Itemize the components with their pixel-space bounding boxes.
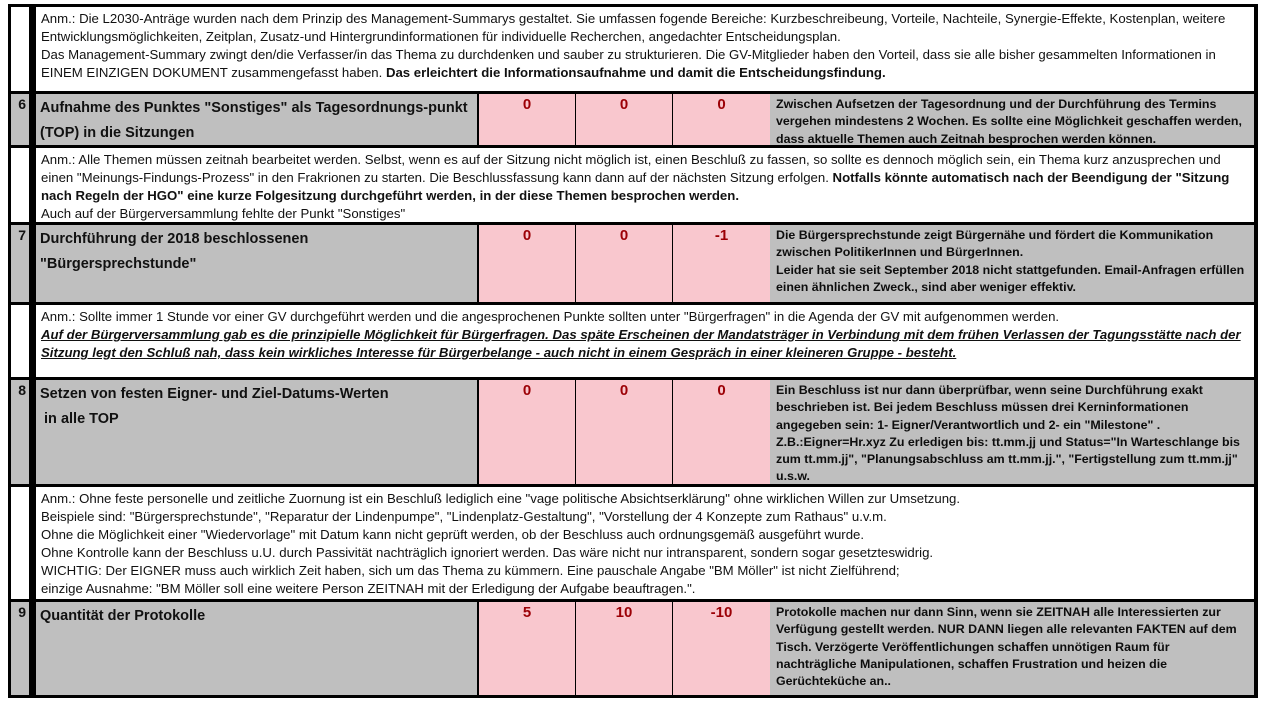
note-text: Das Management-Summary zwingt den/die Verfasser/in das Thema zu durchdenken und sauber zu strukturieren. Die GV-Mitglieder haben den Vorteil, dass sie alle bisher gesammelten Informationen in EINEM EINZIGEN DOKUMENT zusammengefasst haben. xyxy=(41,47,1216,80)
score-cell-1: 0 xyxy=(479,380,576,484)
score-cell-1: 5 xyxy=(479,602,576,695)
note-row-6 xyxy=(11,148,1254,225)
note-cell xyxy=(36,305,1254,377)
row-number-cell xyxy=(11,148,36,222)
score-cell-2: 0 xyxy=(576,225,673,302)
item-row-9 xyxy=(11,602,1254,698)
score-cell-2: 0 xyxy=(576,94,673,145)
note-text: Auch auf der Bürgerversammlung fehlte der Punkt "Sonstiges" xyxy=(41,206,406,221)
assessment-table xyxy=(8,4,1258,698)
item-row-6 xyxy=(11,94,1254,148)
row-number: 6 xyxy=(11,94,36,145)
topic-title: Aufnahme des Punktes "Sonstiges" als Tagesordnungs-punkt (TOP) in die Sitzungen xyxy=(36,94,479,145)
note-row-8 xyxy=(11,487,1254,602)
score-cell-3: -1 xyxy=(673,225,770,302)
score-cell-3: 0 xyxy=(673,380,770,484)
comment-cell: Protokolle machen nur dann Sinn, wenn sie ZEITNAH alle Interessierten zur Verfügung gestellt werden. NUR DANN liegen alle relevanten FAKTEN auf dem Tisch. Verzögerte Veröffentlichungen schaffen unnötigen Raum für nachträgliche Manipulationen, schaffen Frustration und heizen die Gerüchteküche an.. xyxy=(770,602,1254,695)
row-number: 7 xyxy=(11,225,36,302)
score-cell-2: 10 xyxy=(576,602,673,695)
note-text: Anm.: Die L2030-Anträge wurden nach dem Prinzip des Management-Summarys gestaltet. Sie umfassen fogende Bereiche: Kurzbeschreibeung, Vorteile, Nachteile, Synergie-Effekte, Kostenplan, weitere Entwicklungsmöglichkeiten, Zeitplan, Zusatz-und Hintergrundinformationen für individuelle Recherchen, angedachter Entscheidungsplan. xyxy=(41,11,1226,44)
note-cell xyxy=(36,7,1254,91)
topic-title: Setzen von festen Eigner- und Ziel-Datums-Werten in alle TOP xyxy=(36,380,479,484)
note-text-bold: Das erleichtert die Informationsaufnahme und damit die Entscheidungsfindung. xyxy=(385,65,886,80)
score-cell-3: 0 xyxy=(673,94,770,145)
comment-cell: Ein Beschluss ist nur dann überprüfbar, wenn seine Durchführung exakt beschrieben ist. Bei jedem Beschluss müssen drei Kerninformationen angegeben sein: 1- Eigner/Verantwortlich und 2- ein "Milestone" . Z.B.:Eigner=Hr.xyz Zu erledigen bis: tt.mm.jj und Status="In Warteschlange bis zum tt.mm.jj", "Planungsabschluss am tt.mm.jj.", "Fertigstellung zum tt.mm.jj" u.s.w. xyxy=(770,380,1254,484)
score-cell-3: -10 xyxy=(673,602,770,695)
row-number: 8 xyxy=(11,380,36,484)
row-number-cell xyxy=(11,7,36,91)
note-row-7 xyxy=(11,305,1254,380)
comment-cell: Zwischen Aufsetzen der Tagesordnung und der Durchführung des Termins vergehen mindestens 2 Wochen. Es sollte eine Möglichkeit geschaffen werden, dass aktuelle Themen auch Zeitnah besprochen werden können. xyxy=(770,94,1254,145)
score-cell-1: 0 xyxy=(479,225,576,302)
note-text-emphasized: Auf der Bürgerversammlung gab es die prinzipielle Möglichkeit für Bürgerfragen. Das späte Erscheinen der Mandatsträger in Verbindung mit dem frühen Verlassen der Tagungsstätte nach der Sitzung legt den Schluß nah, dass kein wirkliches Interesse für Bürgerbelange - auch nicht in einem Gespräch in einer kleineren Gruppe - besteht. xyxy=(41,327,1241,360)
topic-title: Quantität der Protokolle xyxy=(36,602,479,695)
note-row-intro xyxy=(11,7,1254,94)
score-cell-1: 0 xyxy=(479,94,576,145)
comment-cell: Die Bürgersprechstunde zeigt Bürgernähe und fördert die Kommunikation zwischen PolitikerInnen und BürgerInnen. Leider hat sie seit September 2018 nicht stattgefunden. Email-Anfragen erfüllen einen ähnlichen Zweck., sind aber weniger effektiv. xyxy=(770,225,1254,302)
row-number: 9 xyxy=(11,602,36,695)
row-number-cell xyxy=(11,487,36,599)
score-cell-2: 0 xyxy=(576,380,673,484)
topic-title: Durchführung der 2018 beschlossenen "Bürgersprechstunde" xyxy=(36,225,479,302)
row-number-cell xyxy=(11,305,36,377)
note-text: Anm.: Sollte immer 1 Stunde vor einer GV durchgeführt werden und die angesprochenen Punkte sollten unter "Bürgerfragen" in die Agenda der GV mit aufgenommen werden. xyxy=(41,309,1060,324)
note-text-bold: Notfalls könnte automatisch nach der Beendigung der "Sitzung nach Regeln der HGO" eine kurze Folgesitzung durchgeführt werden, in der diese Themen besprochen werden. xyxy=(41,170,1230,203)
item-row-7 xyxy=(11,225,1254,305)
note-cell: Anm.: Ohne feste personelle und zeitliche Zuornung ist ein Beschluß lediglich eine "vage politische Absichtserklärung" ohne wirklichen Willen zur Umsetzung. Beispiele sind: "Bürgersprechstunde", "Reparatur der Lindenpumpe", "Lindenplatz-Gestaltung", "Vorstellung der 4 Konzepte zum Rathaus" u.v.m. Ohne die Möglichkeit einer "Wiedervorlage" mit Datum kann nicht geprüft werden, ob der Beschluss auch ordnungsgemäß ausgeführt wurde. Ohne Kontrolle kann der Beschluss u.U. durch Passivität nachträglich ignoriert werden. Das wäre nicht nur intransparent, sondern sogar gesetzteswidrig. WICHTIG: Der EIGNER muss auch wirklich Zeit haben, sich um das Thema zu kümmern. Eine pauschale Angabe "BM Möller" ist nicht Zielführend; einzige Ausnahme: "BM Möller soll eine weitere Person ZEITNAH mit der Erledigung der Aufgabe beauftragen.". xyxy=(36,487,1254,599)
note-text: Anm.: Alle Themen müssen zeitnah bearbeitet werden. Selbst, wenn es auf der Sitzung nicht möglich ist, einen Beschluß zu fassen, so sollte es dennoch möglich sein, ein Thema kurz anzusprechen und einen "Meinungs-Findungs-Prozess" in den Frakrionen zu starten. Die Beschlussfassung kann dann auf der nächsten Sitzung erfolgen. xyxy=(41,152,1221,185)
note-cell xyxy=(36,148,1254,222)
item-row-8 xyxy=(11,380,1254,487)
